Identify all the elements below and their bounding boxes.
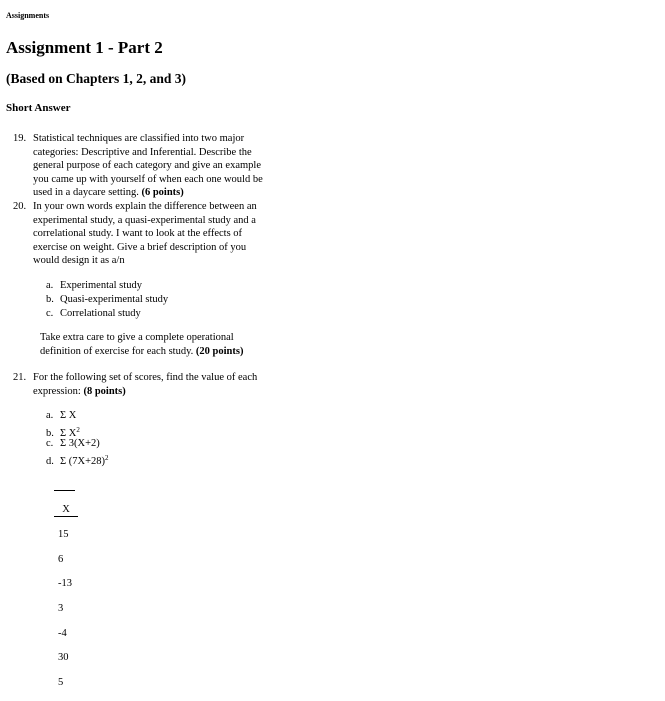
question-note <box>40 331 280 359</box>
question-line: you came up with yourself of when each one would be <box>33 173 263 185</box>
page-header: Assignments <box>6 11 50 20</box>
option-text: Quasi-experimental study <box>60 294 169 305</box>
table-cell: 5 <box>58 677 64 689</box>
option-list <box>46 279 168 321</box>
expression-letter: b. <box>46 428 54 439</box>
list-item <box>46 423 108 437</box>
scores-column <box>58 528 72 701</box>
question-text <box>33 371 279 398</box>
table-cell: -13 <box>58 578 72 590</box>
question-line: categories: Descriptive and Inferential. Describe the <box>33 146 252 158</box>
question-text <box>33 132 279 200</box>
points-label: (8 points) <box>83 385 126 397</box>
table-cell: 6 <box>58 553 64 565</box>
question-line: In your own words explain the difference between an <box>33 201 257 212</box>
points-label: (20 points) <box>195 346 244 357</box>
question-number: 19. <box>13 133 27 144</box>
table-cell: 3 <box>58 603 64 615</box>
question-text <box>33 200 279 268</box>
table-top-rule <box>54 490 75 491</box>
question-line: exercise on weight. Give a brief description of you <box>33 241 247 253</box>
question-line-text: used in a daycare setting. <box>33 187 139 198</box>
list-item <box>46 437 108 451</box>
list-item <box>46 293 168 307</box>
question-line: correlational study. I want to look at the effects of <box>33 228 243 239</box>
list-item <box>46 279 168 293</box>
note-line <box>40 345 280 359</box>
expression-text: Σ X <box>60 410 77 421</box>
question-line: Statistical techniques are classified into two major <box>33 133 245 144</box>
option-letter: c. <box>46 308 54 319</box>
table-cell: 15 <box>58 529 69 540</box>
points-label: (6 points) <box>141 187 184 198</box>
option-text: Correlational study <box>60 308 141 319</box>
page-subtitle: (Based on Chapters 1, 2, and 3) <box>6 71 187 86</box>
question-line: experimental study, a quasi-experimental study and a <box>33 214 256 226</box>
exponent: 2 <box>104 454 109 462</box>
question-number: 20. <box>13 201 27 212</box>
question-line <box>33 385 279 399</box>
question-line: For the following set of scores, find the value of each <box>33 372 258 383</box>
option-letter: a. <box>46 280 54 291</box>
section-heading: Short Answer <box>6 102 71 114</box>
table-cell: 30 <box>58 652 69 664</box>
expression-text: Σ 3(X+2) <box>60 438 100 449</box>
page-title: Assignment 1 - Part 2 <box>6 38 163 57</box>
question-line-text: expression: <box>33 385 81 397</box>
list-item <box>46 307 168 321</box>
expression-letter: c. <box>46 438 54 449</box>
expression-letter: a. <box>46 410 54 421</box>
question-line: would design it as a/n <box>33 255 125 266</box>
question-line: general purpose of each category and give an example <box>33 160 261 171</box>
question-number: 21. <box>13 372 27 383</box>
note-line: Take extra care to give a complete operational <box>40 332 234 343</box>
option-letter: b. <box>46 294 54 305</box>
expression-list <box>46 409 108 465</box>
table-cell: -4 <box>58 627 67 639</box>
list-item <box>46 451 108 465</box>
option-text: Experimental study <box>60 280 142 291</box>
question-line <box>33 186 279 200</box>
expression-letter: d. <box>46 456 54 467</box>
list-item <box>46 409 108 423</box>
note-line-text: definition of exercise for each study. <box>40 346 194 357</box>
table-header-x: X <box>54 503 78 517</box>
expression-text: Σ (7X+28) <box>60 456 105 467</box>
expression-text: Σ X <box>60 428 77 439</box>
exponent: 2 <box>76 426 80 434</box>
